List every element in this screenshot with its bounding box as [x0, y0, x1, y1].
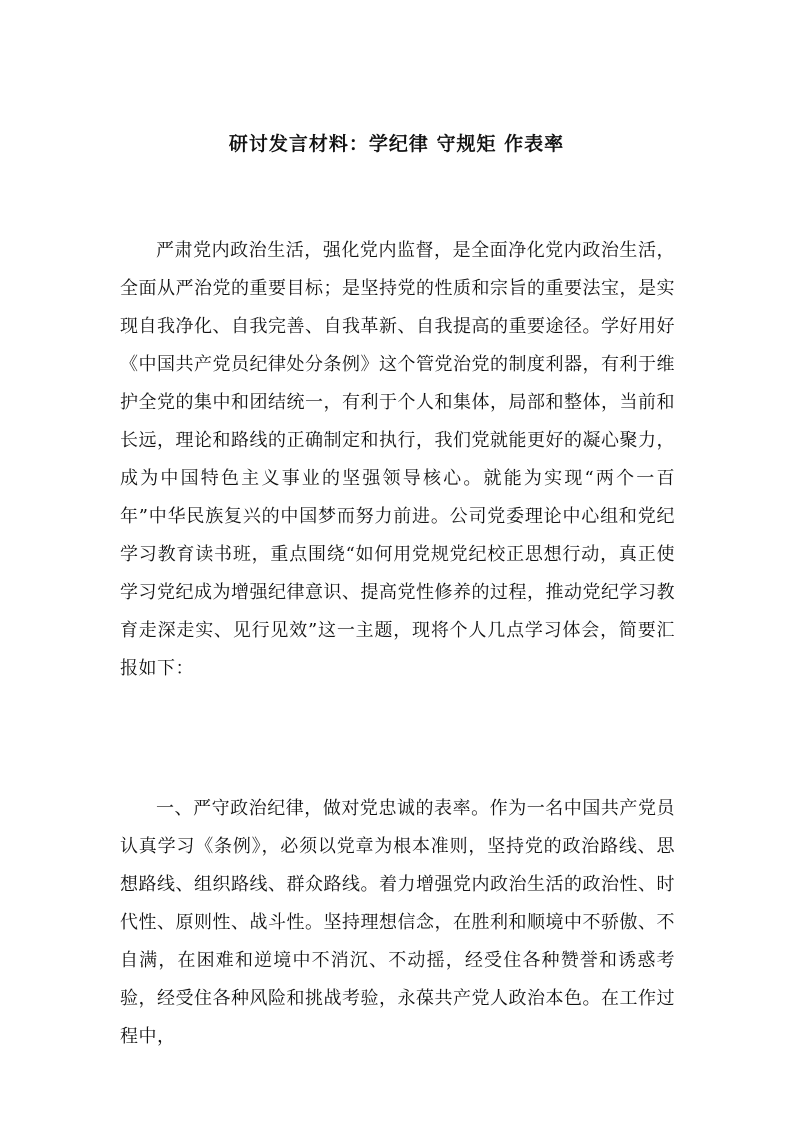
document-title: 研讨发言材料：学纪律 守规矩 作表率: [228, 133, 565, 155]
paragraph-section-one: 一、严守政治纪律，做对党忠诚的表率。作为一名中国共产党员认真学习《条例》，必须以党章为根本准则，坚持党的政治路线、思想路线、组织路线、群众路线。着力增强党内政治生活的政治性、时代性、原则性、战斗性。坚持理想信念，在胜利和顺境中不骄傲、不自满，在困难和逆境中不消沉、不动摇，经受住各种赞誉和诱惑考验，经受住各种风险和挑战考验，永葆共产党人政治本色。在工作过程中，: [120, 798, 675, 1047]
paragraph-intro: 严肃党内政治生活，强化党内监督，是全面净化党内政治生活，全面从严治党的重要目标；是坚持党的性质和宗旨的重要法宝，是实现自我净化、自我完善、自我革新、自我提高的重要途径。学好用好《中国共产党员纪律处分条例》这个管党治党的制度利器，有利于维护全党的集中和团结统一，有利于个人和集体，局部和整体，当前和长远，理论和路线的正确制定和执行，我们党就能更好的凝心聚力，成为中国特色主义事业的坚强领导核心。就能为实现“两个一百年”中华民族复兴的中国梦而努力前进。公司党委理论中心组和党纪学习教育读书班，重点围绕“如何用党规党纪校正思想行动，真正使学习党纪成为增强纪律意识、提高党性修养的过程，推动党纪学习教育走深走实、见行见效”这一主题，现将个人几点学习体会，简要汇报如下：: [120, 240, 675, 679]
